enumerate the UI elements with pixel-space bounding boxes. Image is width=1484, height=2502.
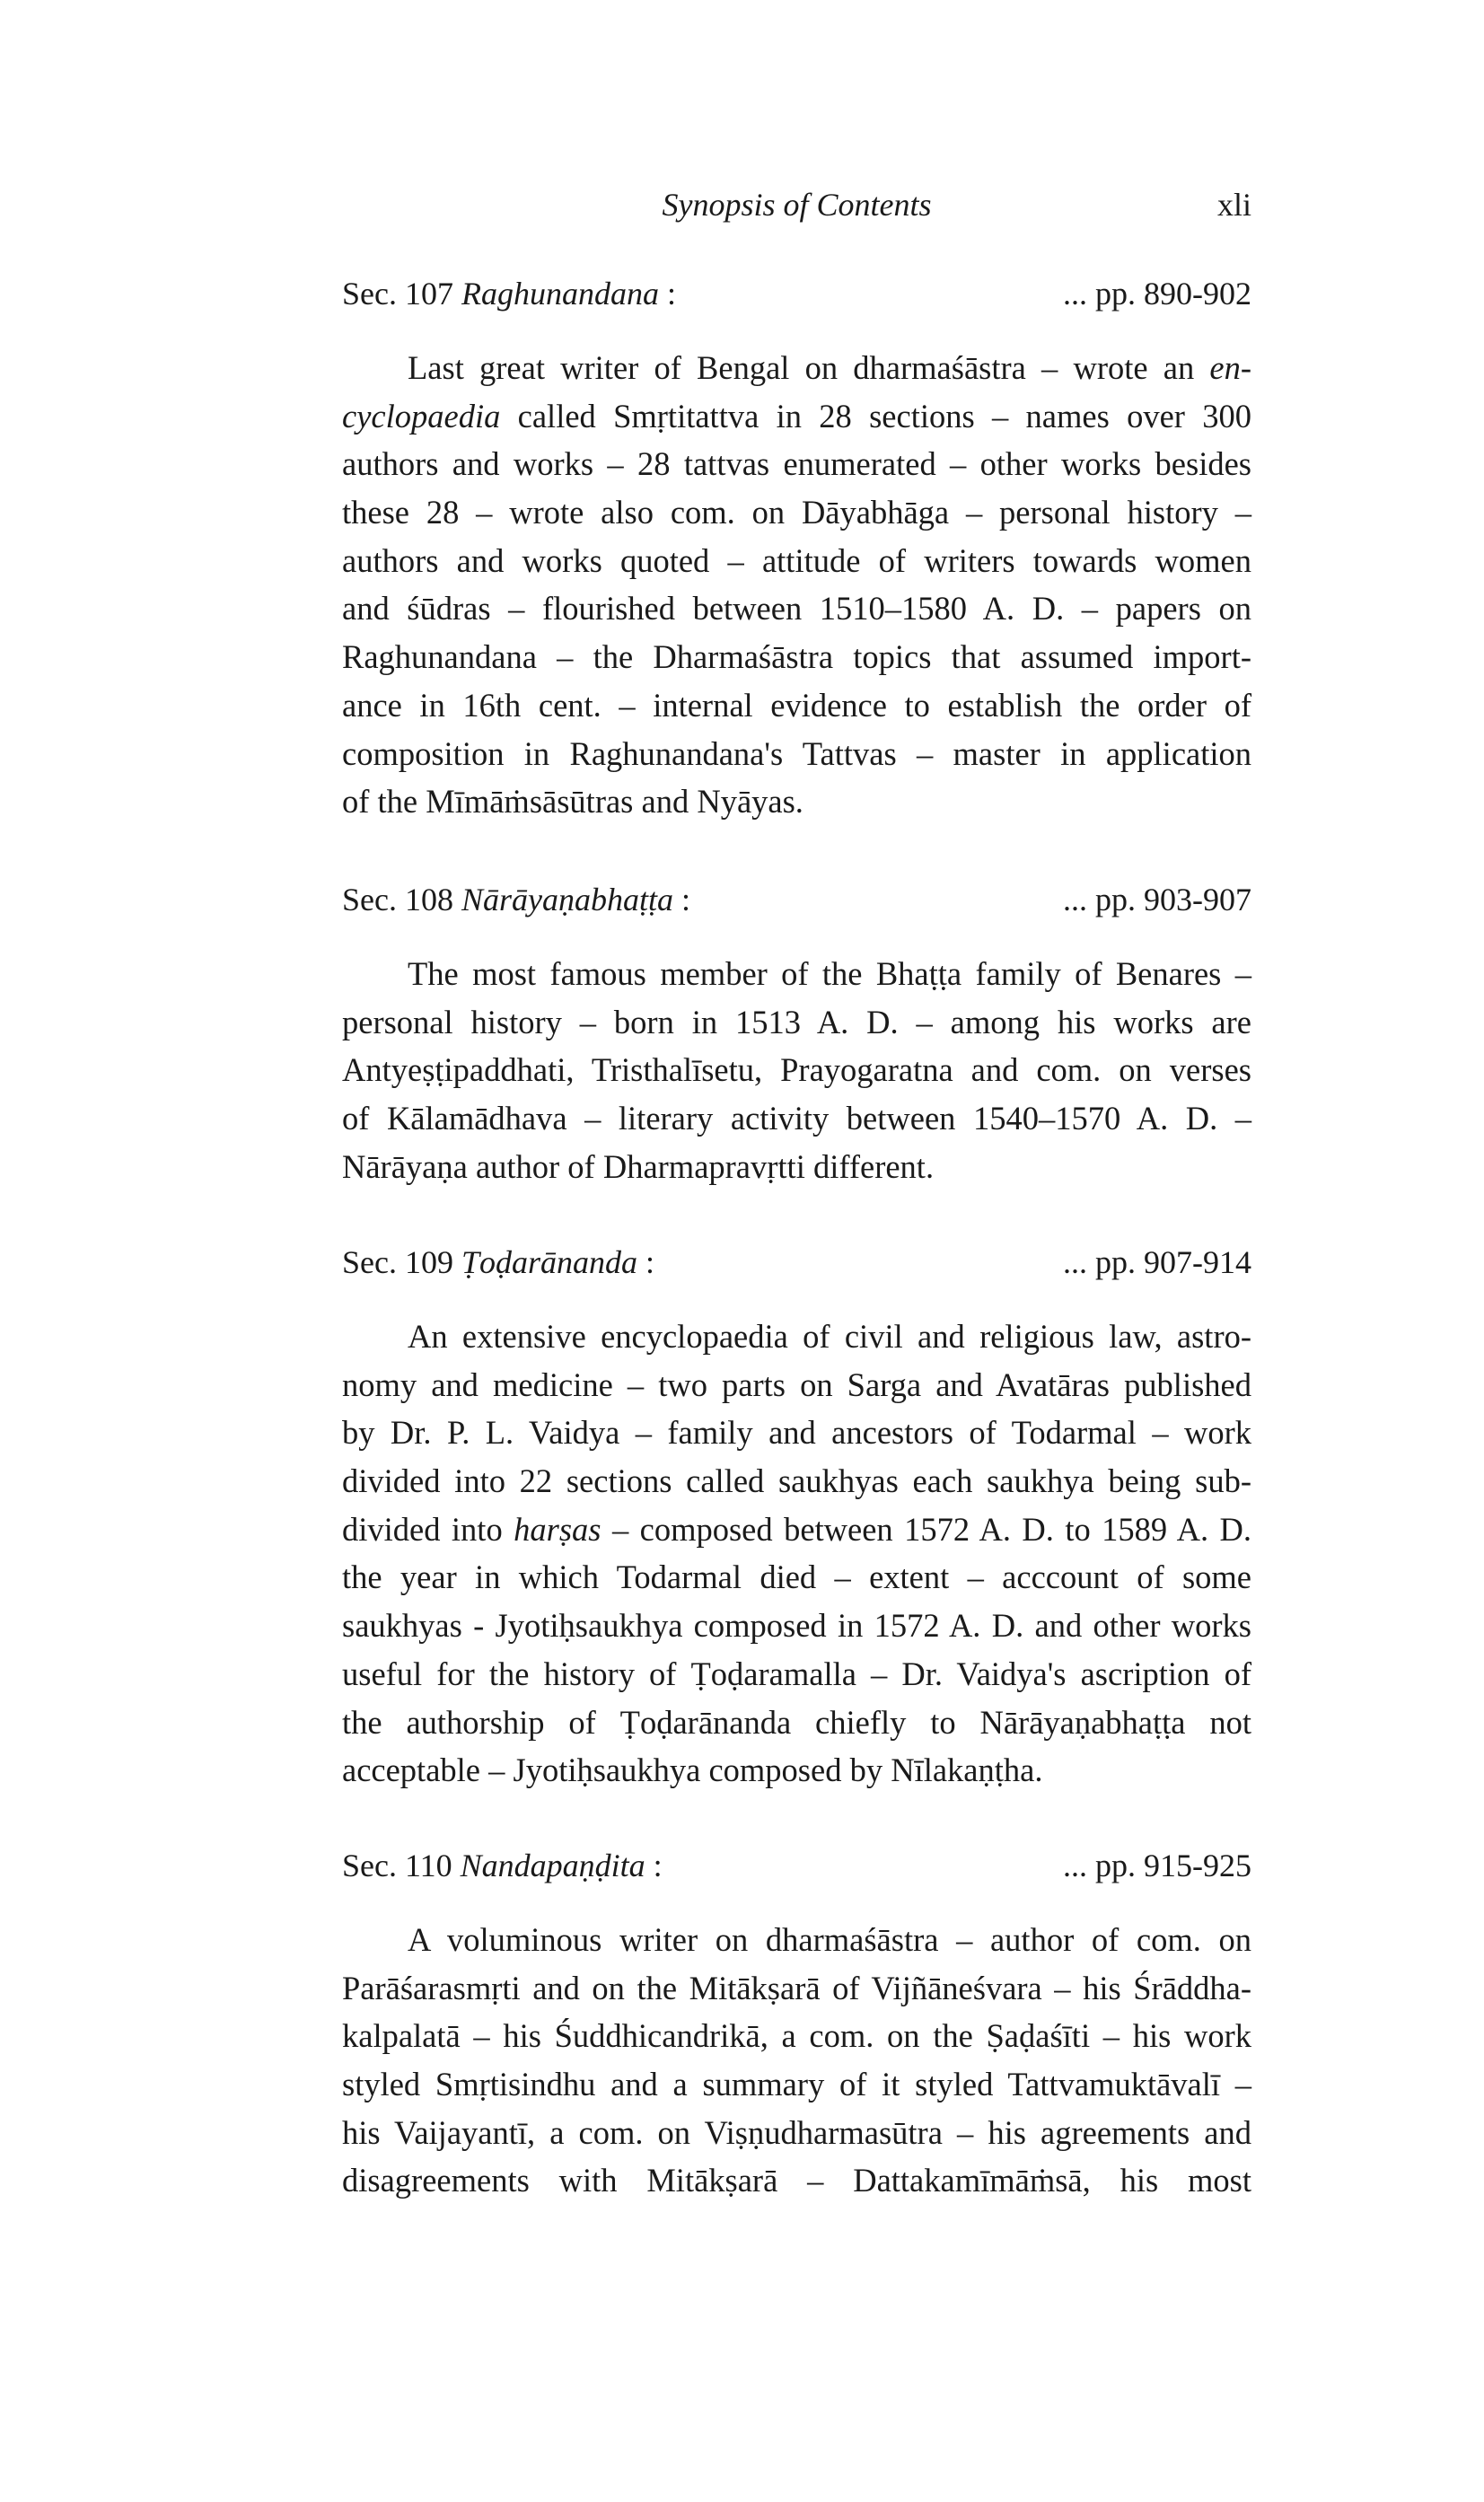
section-number: Sec. 108 bbox=[342, 882, 453, 917]
text-line: cyclopaedia called Smṛtitattva in 28 sections – names over 300 bbox=[342, 397, 1251, 435]
text-line: divided into harṣas – composed between 1572 A. D. to 1589 A. D. bbox=[342, 1510, 1251, 1548]
running-head-title: Synopsis of Contents bbox=[662, 187, 932, 223]
text-line: acceptable – Jyotiḥsaukhya composed by Nīlakaṇṭha. bbox=[342, 1751, 1043, 1789]
text-line: ance in 16th cent. – internal evidence to establish the order of bbox=[342, 686, 1251, 724]
text-line: personal history – born in 1513 A. D. – among his works are bbox=[342, 1003, 1251, 1040]
text-line: A voluminous writer on dharmaśāstra – author of com. on bbox=[408, 1921, 1251, 1958]
text-line: Parāśarasmṛti and on the Mitākṣarā of Vijñāneśvara – his Śrāddha- bbox=[342, 1969, 1251, 2006]
section-pages: ... pp. 890-902 bbox=[1063, 276, 1251, 312]
section-summary bbox=[342, 950, 1251, 1190]
text-line: his Vaijayantī, a com. on Viṣṇudharmasūtra – his agreements and bbox=[342, 2113, 1251, 2151]
text-line: Last great writer of Bengal on dharmaśāstra – wrote an en- bbox=[408, 349, 1251, 386]
text-line: divided into 22 sections called saukhyas each saukhya being sub- bbox=[342, 1462, 1251, 1500]
text-line: the authorship of Ṭoḍarānanda chiefly to Nārāyaṇabhaṭṭa not bbox=[342, 1703, 1251, 1741]
text-line: Antyeṣṭipaddhati, Tristhalīsetu, Prayogaratna and com. on verses bbox=[342, 1051, 1251, 1089]
section-pages: ... pp. 907-914 bbox=[1063, 1244, 1251, 1280]
section-title: Nandapaṇḍita bbox=[460, 1848, 645, 1883]
text-line: kalpalatā – his Śuddhicandrikā, a com. on the Ṣaḍaśīti – his work bbox=[342, 2017, 1251, 2055]
text-line: authors and works quoted – attitude of writers towards women bbox=[342, 541, 1251, 579]
text-line: authors and works – 28 tattvas enumerated – other works besides bbox=[342, 445, 1251, 483]
section-heading: Sec. 108 Nārāyaṇabhaṭṭa : ... pp. 903-907 bbox=[342, 875, 1251, 924]
section-pages: ... pp. 915-925 bbox=[1063, 1848, 1251, 1883]
text-line: the year in which Todarmal died – extent – acccount of some bbox=[342, 1558, 1251, 1596]
section-title: Raghunandana bbox=[461, 276, 659, 312]
text-line: of the Mīmāṁsāsūtras and Nyāyas. bbox=[342, 783, 803, 821]
running-head bbox=[342, 180, 1251, 230]
section-heading: Sec. 107 Raghunandana : ... pp. 890-902 bbox=[342, 269, 1251, 318]
text-line: The most famous member of the Bhaṭṭa family of Benares – bbox=[408, 955, 1251, 992]
section-110 bbox=[342, 1841, 1251, 2205]
text-line: Nārāyaṇa author of Dharmapravṛtti different. bbox=[342, 1147, 935, 1185]
section-108 bbox=[342, 875, 1251, 1190]
text-line: these 28 – wrote also com. on Dāyabhāga – personal history – bbox=[342, 494, 1251, 531]
section-heading: Sec. 109 Ṭoḍarānanda : ... pp. 907-914 bbox=[342, 1238, 1251, 1286]
section-number: Sec. 110 bbox=[342, 1848, 452, 1883]
text-line: of Kālamādhava – literary activity between 1540–1570 A. D. – bbox=[342, 1100, 1251, 1137]
section-summary bbox=[342, 1312, 1251, 1795]
section-107 bbox=[342, 269, 1251, 826]
text-line: useful for the history of Ṭoḍaramalla – Dr. Vaidya's ascription of bbox=[342, 1655, 1251, 1692]
section-summary bbox=[342, 1916, 1251, 2205]
text-line: nomy and medicine – two parts on Sarga and Avatāras published bbox=[342, 1365, 1251, 1403]
section-109 bbox=[342, 1238, 1251, 1795]
section-number: Sec. 109 bbox=[342, 1244, 453, 1280]
text-line: An extensive encyclopaedia of civil and religious law, astro- bbox=[408, 1318, 1251, 1355]
text-line: composition in Raghunandana's Tattvas – master in application bbox=[342, 734, 1251, 772]
section-number: Sec. 107 bbox=[342, 276, 453, 312]
text-line: disagreements with Mitākṣarā – Dattakamīmāṁsā, his most bbox=[342, 2162, 1251, 2199]
section-pages: ... pp. 903-907 bbox=[1063, 882, 1251, 917]
text-line: saukhyas - Jyotiḥsaukhya composed in 1572 A. D. and other works bbox=[342, 1607, 1251, 1645]
section-title: Ṭoḍarānanda bbox=[461, 1244, 638, 1280]
page-number: xli bbox=[1216, 187, 1251, 223]
text-line: styled Smṛtisindhu and a summary of it styled Tattvamuktāvalī – bbox=[342, 2066, 1251, 2103]
section-title: Nārāyaṇabhaṭṭa bbox=[461, 882, 673, 917]
text-line: Raghunandana – the Dharmaśāstra topics that assumed import- bbox=[342, 638, 1251, 676]
section-summary bbox=[342, 344, 1251, 826]
text-line: by Dr. P. L. Vaidya – family and ancestors of Todarmal – work bbox=[342, 1414, 1251, 1452]
text-line: and śūdras – flourished between 1510–1580 A. D. – papers on bbox=[342, 590, 1251, 628]
section-heading: Sec. 110 Nandapaṇḍita : ... pp. 915-925 bbox=[342, 1841, 1251, 1890]
